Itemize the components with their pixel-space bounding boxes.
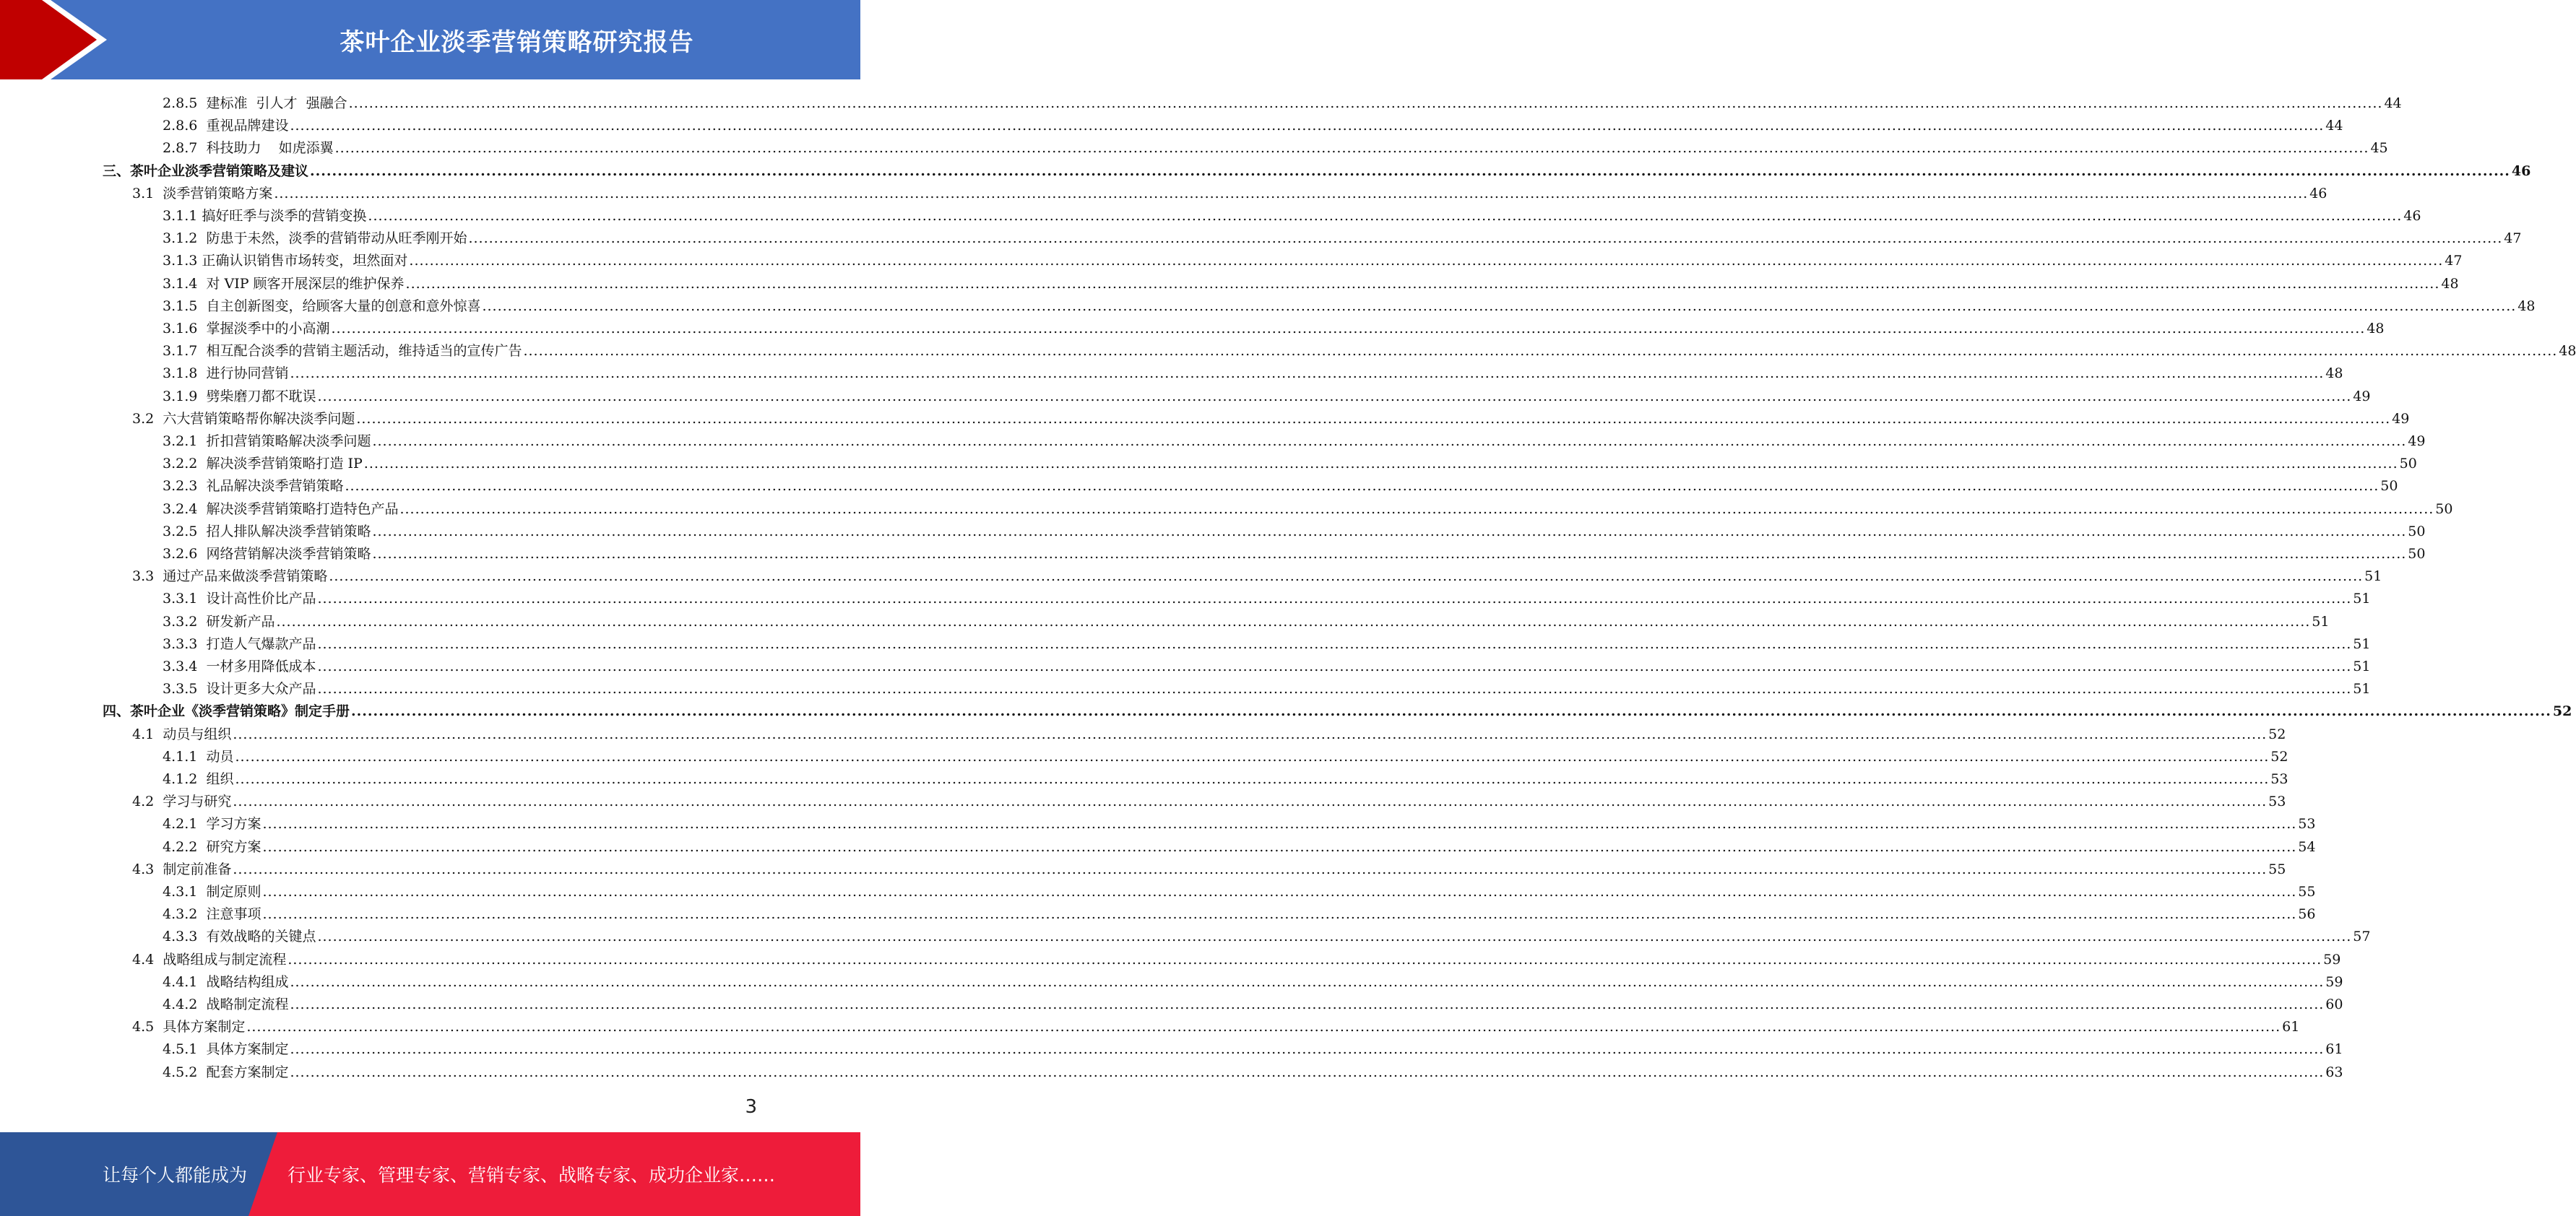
toc-entry-page: 56 <box>2298 906 2316 923</box>
toc-entry[interactable] <box>163 543 2426 565</box>
header-arrow-icon <box>0 0 116 79</box>
toc-entry-page: 46 <box>2309 185 2328 201</box>
toc-entry-number: 4.2.2 <box>163 838 198 855</box>
toc-entry-number: 4.5 <box>132 1019 155 1035</box>
toc-entry-title: 掌握淡季中的小高潮 <box>206 321 330 336</box>
toc-entry[interactable] <box>163 926 2371 948</box>
toc-dot-leader: ................................................................................................................................................................................................................................................................................................................................................................................................................ <box>233 794 2268 810</box>
toc-entry[interactable] <box>163 205 2421 227</box>
toc-entry-page: 50 <box>2380 478 2398 495</box>
toc-entry-title: 相互配合淡季的营销主题活动，维持适当的宣传广告 <box>206 343 522 360</box>
toc-entry-number: 4.3 <box>132 861 155 877</box>
toc-entry[interactable] <box>163 656 2371 678</box>
toc-dot-leader: ................................................................................................................................................................................................................................................................................................................................................................................................................ <box>317 681 2352 698</box>
toc-entry-title: 战略制定流程 <box>206 996 289 1012</box>
toc-entry[interactable] <box>163 611 2330 633</box>
toc-entry-page: 61 <box>2282 1019 2300 1035</box>
toc-entry-number: 4.3.3 <box>163 929 198 945</box>
toc-entry-title: 学习与研究 <box>163 794 232 810</box>
toc-entry-title: 研发新产品 <box>206 613 275 630</box>
toc-entry[interactable] <box>132 408 2410 430</box>
toc-entry-page: 50 <box>2435 500 2453 517</box>
toc-entry[interactable] <box>132 183 2328 205</box>
toc-dot-leader: ................................................................................................................................................................................................................................................................................................................................................................................................................ <box>262 838 2297 855</box>
toc-entry-title: 制定前准备 <box>163 861 232 877</box>
toc-entry-number: 3.3 <box>132 568 155 585</box>
toc-entry-title: 对 VIP 顾客开展深层的维护保养 <box>206 275 405 292</box>
toc-entry[interactable] <box>163 137 2388 160</box>
document-title: 茶叶企业淡季营销策略研究报告 <box>340 27 694 57</box>
toc-entry-page: 53 <box>2270 771 2288 787</box>
toc-entry-title: 解决淡季营销策略打造 IP <box>206 456 363 472</box>
toc-entry-page: 55 <box>2268 861 2286 877</box>
toc-entry-title: 打造人气爆款产品 <box>206 635 316 652</box>
toc-entry-title: 通过产品来做淡季营销策略 <box>163 568 328 585</box>
toc-dot-leader: ................................................................................................................................................................................................................................................................................................................................................................................................................ <box>310 162 2510 179</box>
toc-entry[interactable] <box>163 678 2371 700</box>
toc-dot-leader: ................................................................................................................................................................................................................................................................................................................................................................................................................ <box>356 410 2391 427</box>
toc-entry[interactable] <box>163 813 2316 835</box>
toc-entry[interactable] <box>163 475 2398 498</box>
toc-entry-page: 51 <box>2364 568 2382 585</box>
toc-dot-leader: ................................................................................................................................................................................................................................................................................................................................................................................................................ <box>345 478 2380 495</box>
toc-dot-leader: ................................................................................................................................................................................................................................................................................................................................................................................................................ <box>276 613 2311 630</box>
toc-entry-title: 招人排队解决淡季营销策略 <box>206 523 371 539</box>
toc-dot-leader: ................................................................................................................................................................................................................................................................................................................................................................................................................ <box>331 321 2366 336</box>
toc-entry-page: 48 <box>2559 343 2576 360</box>
toc-entry-page: 51 <box>2353 681 2371 698</box>
toc-entry-title: 战略结构组成 <box>206 973 289 990</box>
toc-entry-page: 49 <box>2392 410 2410 427</box>
toc-entry-title: 具体方案制定 <box>206 1041 289 1058</box>
toc-entry-page: 48 <box>2517 298 2536 314</box>
toc-entry-number: 4.2 <box>132 794 155 810</box>
toc-entry-title: 有效战略的关键点 <box>206 929 316 945</box>
toc-entry-number: 4.1.2 <box>163 771 198 787</box>
toc-entry-number: 3.2.2 <box>163 456 198 472</box>
toc-entry-title: 设计高性价比产品 <box>206 591 316 607</box>
toc-entry-title: 战略组成与制定流程 <box>163 951 287 968</box>
toc-entry-title: 制定原则 <box>206 884 262 900</box>
toc-entry-title: 学习方案 <box>206 816 262 833</box>
toc-entry-number: 3.2.6 <box>163 546 198 562</box>
toc-dot-leader: ................................................................................................................................................................................................................................................................................................................................................................................................................ <box>317 635 2352 652</box>
toc-entry[interactable] <box>163 633 2371 656</box>
toc-entry-page: 61 <box>2325 1041 2343 1058</box>
toc-entry-page: 59 <box>2325 973 2343 990</box>
toc-dot-leader: ................................................................................................................................................................................................................................................................................................................................................................................................................ <box>290 1064 2325 1080</box>
page-header <box>0 0 860 79</box>
toc-dot-leader: ................................................................................................................................................................................................................................................................................................................................................................................................................ <box>235 771 2270 787</box>
toc-dot-leader: ................................................................................................................................................................................................................................................................................................................................................................................................................ <box>372 546 2407 562</box>
toc-dot-leader: ................................................................................................................................................................................................................................................................................................................................................................................................................ <box>290 996 2325 1012</box>
toc-dot-leader: ................................................................................................................................................................................................................................................................................................................................................................................................................ <box>290 1041 2325 1058</box>
toc-dot-leader: ................................................................................................................................................................................................................................................................................................................................................................................................................ <box>290 118 2325 134</box>
toc-dot-leader: ................................................................................................................................................................................................................................................................................................................................................................................................................ <box>262 906 2297 923</box>
toc-entry-number: 4.1.1 <box>163 748 198 765</box>
toc-entry-title: 搞好旺季与淡季的营销变换 <box>202 208 367 224</box>
toc-entry-number: 3.2 <box>132 410 155 427</box>
toc-entry-page: 45 <box>2370 140 2388 157</box>
toc-entry-title: 动员 <box>206 748 234 765</box>
toc-dot-leader: ................................................................................................................................................................................................................................................................................................................................................................................................................ <box>274 185 2309 201</box>
toc-dot-leader: ................................................................................................................................................................................................................................................................................................................................................................................................................ <box>262 884 2297 900</box>
toc-dot-leader: ................................................................................................................................................................................................................................................................................................................................................................................................................ <box>409 253 2444 269</box>
toc-entry[interactable] <box>132 1016 2300 1038</box>
toc-entry-number: 2.8.6 <box>163 118 198 134</box>
toc-entry-page: 59 <box>2323 951 2341 968</box>
toc-dot-leader: ................................................................................................................................................................................................................................................................................................................................................................................................................ <box>290 365 2325 382</box>
footer-slogan-right: 行业专家、管理专家、营销专家、战略专家、成功企业家…… <box>288 1165 776 1186</box>
toc-dot-leader: ................................................................................................................................................................................................................................................................................................................................................................................................................ <box>262 816 2297 833</box>
toc-entry-number: 3.1.3 <box>163 253 198 269</box>
toc-entry-page: 54 <box>2298 838 2316 855</box>
toc-entry-page: 48 <box>2367 321 2385 336</box>
toc-entry-page: 50 <box>2408 523 2426 539</box>
toc-entry-number: 3.3.5 <box>163 681 198 698</box>
toc-dot-leader: ................................................................................................................................................................................................................................................................................................................................................................................................................ <box>334 140 2369 157</box>
toc-entry-page: 53 <box>2268 794 2286 810</box>
page-number: 3 <box>745 1096 757 1118</box>
toc-entry[interactable] <box>163 92 2402 115</box>
toc-entry[interactable] <box>163 295 2536 318</box>
toc-entry-number: 3.1 <box>132 185 155 201</box>
toc-entry-page: 50 <box>2399 456 2417 472</box>
toc-entry-number: 3.3.2 <box>163 613 198 630</box>
toc-entry-number: 4.2.1 <box>163 816 198 833</box>
toc-entry-page: 50 <box>2408 546 2426 562</box>
toc-entry[interactable] <box>163 227 2522 250</box>
toc-entry-page: 55 <box>2298 884 2316 900</box>
toc-entry[interactable] <box>103 700 2572 723</box>
toc-entry[interactable] <box>132 565 2382 588</box>
toc-entry-page: 53 <box>2298 816 2316 833</box>
toc-dot-leader: ................................................................................................................................................................................................................................................................................................................................................................................................................ <box>288 951 2322 968</box>
toc-entry-page: 44 <box>2325 118 2343 134</box>
toc-entry-number: 3.1.9 <box>163 388 198 404</box>
toc-entry-number: 3.2.5 <box>163 523 198 539</box>
toc-entry-page: 51 <box>2353 635 2371 652</box>
toc-entry-title: 自主创新图变，给顾客大量的创意和意外惊喜 <box>206 298 481 314</box>
toc-entry-page: 52 <box>2270 748 2288 765</box>
toc-entry-page: 51 <box>2353 659 2371 674</box>
toc-entry[interactable] <box>163 498 2453 521</box>
toc-entry[interactable] <box>163 1038 2343 1061</box>
toc-entry-page: 49 <box>2353 388 2371 404</box>
toc-entry[interactable] <box>163 250 2463 272</box>
toc-entry-page: 60 <box>2325 996 2343 1012</box>
toc-dot-leader: ................................................................................................................................................................................................................................................................................................................................................................................................................ <box>372 433 2407 449</box>
toc-entry-number: 4.3.2 <box>163 906 198 923</box>
toc-dot-leader: ................................................................................................................................................................................................................................................................................................................................................................................................................ <box>317 591 2352 607</box>
toc-entry-number: 3.1.7 <box>163 343 198 360</box>
toc-entry-title: 具体方案制定 <box>163 1019 246 1035</box>
toc-dot-leader: ................................................................................................................................................................................................................................................................................................................................................................................................................ <box>399 500 2434 517</box>
toc-entry-title: 防患于未然，淡季的营销带动从旺季刚开始 <box>206 230 467 247</box>
toc-entry[interactable] <box>163 881 2316 903</box>
toc-dot-leader: ................................................................................................................................................................................................................................................................................................................................................................................................................ <box>317 659 2352 674</box>
toc-entry-number: 3.1.5 <box>163 298 198 314</box>
toc-entry[interactable] <box>163 903 2316 926</box>
toc-entry[interactable] <box>163 453 2417 475</box>
toc-dot-leader: ................................................................................................................................................................................................................................................................................................................................................................................................................ <box>351 703 2551 720</box>
toc-entry-page: 51 <box>2312 613 2330 630</box>
toc-entry-number: 3.1.4 <box>163 275 198 292</box>
toc-entry-title: 研究方案 <box>206 838 262 855</box>
toc-entry-title: 注意事项 <box>206 906 262 923</box>
toc-entry[interactable] <box>163 971 2343 994</box>
toc-entry-page: 46 <box>2511 162 2531 179</box>
toc-dot-leader: ................................................................................................................................................................................................................................................................................................................................................................................................................ <box>363 456 2398 472</box>
toc-entry-page: 49 <box>2408 433 2426 449</box>
toc-entry-title: 折扣营销策略解决淡季问题 <box>206 433 371 449</box>
toc-entry-page: 44 <box>2384 95 2402 111</box>
toc-dot-leader: ................................................................................................................................................................................................................................................................................................................................................................................................................ <box>348 95 2383 111</box>
toc-entry-page: 48 <box>2441 275 2459 292</box>
toc-dot-leader: ................................................................................................................................................................................................................................................................................................................................................................................................................ <box>405 275 2440 292</box>
toc-entry-title: 建标准 引人才 强融合 <box>206 95 347 111</box>
footer-slogan-left: 让每个人都能成为 <box>103 1165 248 1186</box>
toc-entry-title: 组织 <box>206 771 234 787</box>
toc-entry[interactable] <box>163 521 2426 543</box>
toc-entry-number: 3.3.4 <box>163 659 198 674</box>
toc-entry-title: 六大营销策略帮你解决淡季问题 <box>163 410 355 427</box>
toc-entry-number: 3.1.2 <box>163 230 198 247</box>
toc-dot-leader: ................................................................................................................................................................................................................................................................................................................................................................................................................ <box>317 929 2352 945</box>
toc-entry-title: 动员与组织 <box>163 726 232 742</box>
toc-entry[interactable] <box>163 768 2288 791</box>
toc-dot-leader: ................................................................................................................................................................................................................................................................................................................................................................................................................ <box>523 343 2558 360</box>
toc-entry-page: 51 <box>2353 591 2371 607</box>
toc-dot-leader: ................................................................................................................................................................................................................................................................................................................................................................................................................ <box>482 298 2517 314</box>
toc-entry[interactable] <box>163 836 2316 859</box>
toc-entry-number: 2.8.5 <box>163 95 198 111</box>
toc-entry[interactable] <box>103 160 2531 183</box>
toc-entry[interactable] <box>163 115 2343 137</box>
toc-entry-title: 配套方案制定 <box>206 1064 289 1080</box>
toc-entry-title: 正确认识销售市场转变，坦然面对 <box>202 253 408 269</box>
toc-entry-title: 进行协同营销 <box>206 365 289 382</box>
toc-entry-page: 63 <box>2325 1064 2343 1080</box>
toc-entry-title: 劈柴磨刀都不耽误 <box>206 388 316 404</box>
toc-entry-page: 47 <box>2504 230 2522 247</box>
toc-dot-leader: ................................................................................................................................................................................................................................................................................................................................................................................................................ <box>317 388 2352 404</box>
toc-dot-leader: ................................................................................................................................................................................................................................................................................................................................................................................................................ <box>372 523 2407 539</box>
toc-dot-leader: ................................................................................................................................................................................................................................................................................................................................................................................................................ <box>290 973 2325 990</box>
toc-entry-number: 3.2.3 <box>163 478 198 495</box>
toc-entry-title: 重视品牌建设 <box>206 118 289 134</box>
toc-entry[interactable] <box>132 859 2286 881</box>
toc-entry-title: 设计更多大众产品 <box>206 681 316 698</box>
toc-dot-leader: ................................................................................................................................................................................................................................................................................................................................................................................................................ <box>468 230 2503 247</box>
toc-entry-number: 3.2.1 <box>163 433 198 449</box>
toc-entry-number: 3.3.1 <box>163 591 198 607</box>
toc-entry[interactable] <box>132 724 2286 746</box>
toc-entry-title: 科技助力 如虎添翼 <box>206 140 334 157</box>
toc-entry-number: 4.4 <box>132 951 155 968</box>
toc-dot-leader: ................................................................................................................................................................................................................................................................................................................................................................................................................ <box>329 568 2364 585</box>
toc-entry-page: 57 <box>2353 929 2371 945</box>
page-footer <box>0 1132 860 1216</box>
toc-entry-number: 4.5.1 <box>163 1041 198 1058</box>
toc-entry-page: 48 <box>2325 365 2343 382</box>
toc-dot-leader: ................................................................................................................................................................................................................................................................................................................................................................................................................ <box>233 726 2268 742</box>
toc-entry[interactable] <box>163 273 2459 295</box>
toc-entry-page: 52 <box>2268 726 2286 742</box>
toc-entry[interactable] <box>163 1061 2343 1084</box>
toc-entry-page: 52 <box>2552 703 2572 720</box>
toc-entry-title: 网络营销解决淡季营销策略 <box>206 546 371 562</box>
toc-entry-page: 47 <box>2445 253 2463 269</box>
toc-entry-number: 3.1.8 <box>163 365 198 382</box>
toc-entry-number: 3.3.3 <box>163 635 198 652</box>
toc-entry-number: 3.1.1 <box>163 208 198 224</box>
toc-entry[interactable] <box>132 949 2341 971</box>
toc-entry-title: 礼品解决淡季营销策略 <box>206 478 344 495</box>
toc-entry-title: 四、茶叶企业《淡季营销策略》制定手册 <box>103 703 350 720</box>
toc-entry-number: 2.8.7 <box>163 140 198 157</box>
toc-dot-leader: ................................................................................................................................................................................................................................................................................................................................................................................................................ <box>246 1019 2281 1035</box>
toc-entry-title: 三、茶叶企业淡季营销策略及建议 <box>103 162 309 179</box>
toc-entry-title: 一材多用降低成本 <box>206 659 316 674</box>
toc-entry-number: 4.1 <box>132 726 155 742</box>
toc-entry-title: 淡季营销策略方案 <box>163 185 273 201</box>
toc-entry-number: 3.1.6 <box>163 321 198 336</box>
toc-entry-number: 4.3.1 <box>163 884 198 900</box>
toc-entry[interactable] <box>163 994 2343 1016</box>
toc-dot-leader: ................................................................................................................................................................................................................................................................................................................................................................................................................ <box>233 861 2268 877</box>
toc-entry[interactable] <box>163 588 2371 610</box>
toc-entry-number: 4.4.1 <box>163 973 198 990</box>
toc-entry-page: 46 <box>2403 208 2421 224</box>
toc-entry[interactable] <box>163 386 2371 408</box>
toc-entry[interactable] <box>163 746 2288 768</box>
toc-dot-leader: ................................................................................................................................................................................................................................................................................................................................................................................................................ <box>235 748 2270 765</box>
toc-entry[interactable] <box>163 362 2343 385</box>
toc-entry-title: 解决淡季营销策略打造特色产品 <box>206 500 399 517</box>
toc-entry-number: 3.2.4 <box>163 500 198 517</box>
toc-entry-number: 4.5.2 <box>163 1064 198 1080</box>
toc-entry[interactable] <box>163 430 2426 453</box>
toc-entry[interactable] <box>163 340 2576 362</box>
toc-entry[interactable] <box>163 318 2385 340</box>
toc-entry-number: 4.4.2 <box>163 996 198 1012</box>
toc-dot-leader: ................................................................................................................................................................................................................................................................................................................................................................................................................ <box>368 208 2403 224</box>
toc-entry[interactable] <box>132 791 2286 813</box>
